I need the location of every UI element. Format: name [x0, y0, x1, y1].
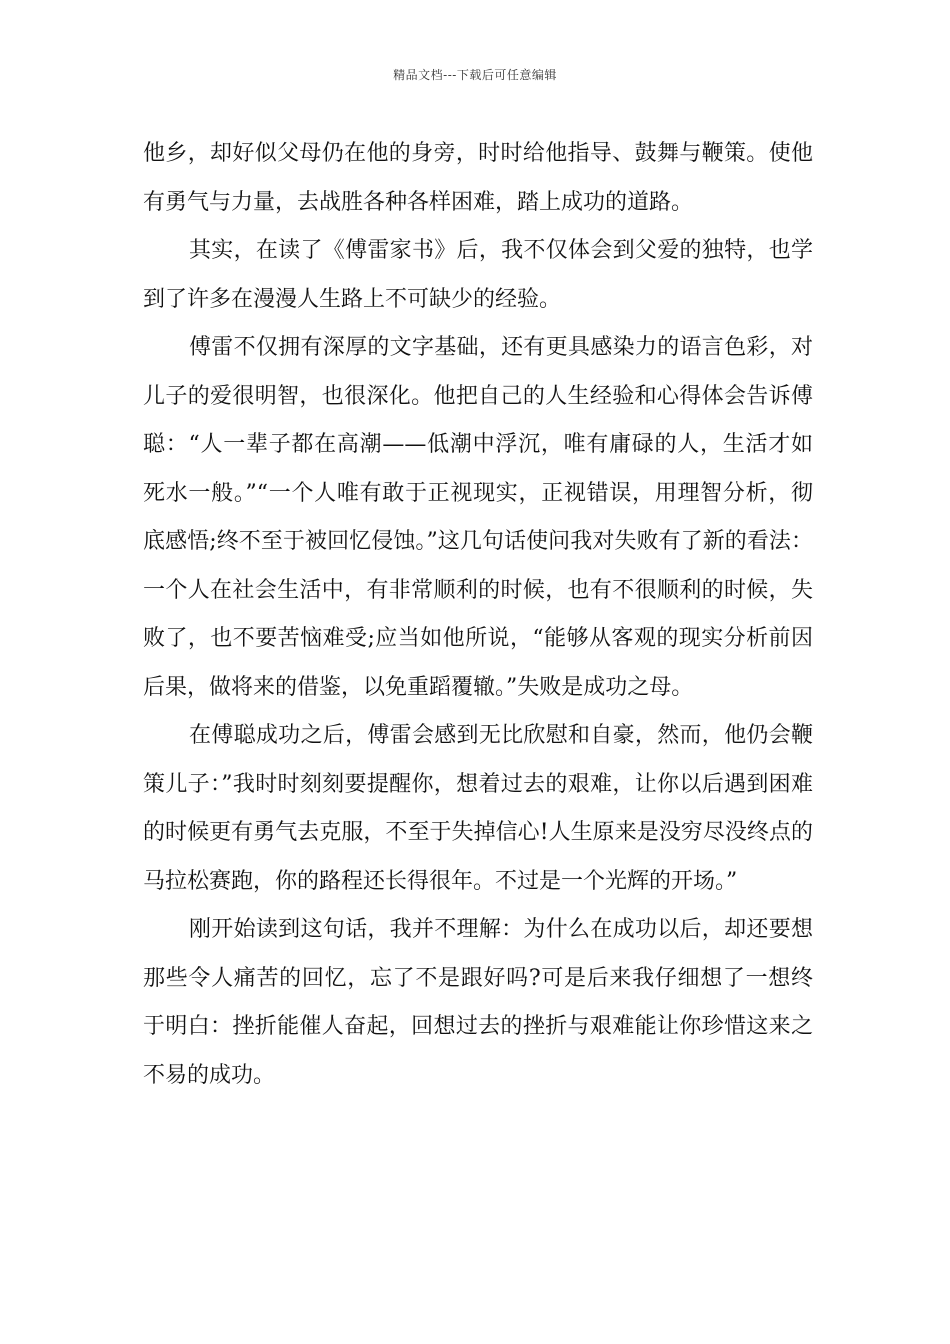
paragraph: 他乡，却好似父母仍在他的身旁，时时给他指导、鼓舞与鞭策。使他有勇气与力量，去战胜各种各样困难，踏上成功的道路。 — [143, 141, 813, 215]
paragraph: 刚开始读到这句话，我并不理解：为什么在成功以后，却还要想那些令人痛苦的回忆，忘了不是跟好吗?可是后来我仔细想了一想终于明白：挫折能催人奋起，回想过去的挫折与艰难能让你珍惜这来之不易的成功。 — [143, 917, 813, 1088]
paragraph: 其实，在读了《傅雷家书》后，我不仅体会到父爱的独特，也学到了许多在漫漫人生路上不可缺少的经验。 — [143, 238, 813, 312]
paragraph: 傅雷不仅拥有深厚的文字基础，还有更具感染力的语言色彩，对儿子的爱很明智，也很深化。他把自己的人生经验和心得体会告诉傅聪：“人一辈子都在高潮——低潮中浮沉，唯有庸碌的人，生活才如死水一般。”“一个人唯有敢于正视现实，正视错误，用理智分析，彻底感悟;终不至于被回忆侵蚀。”这几句话使问我对失败有了新的看法：一个人在社会生活中，有非常顺利的时候，也有不很顺利的时候，失败了，也不要苦恼难受;应当如他所说，“能够从客观的现实分析前因后果，做将来的借鉴，以免重蹈覆辙。”失败是成功之母。 — [143, 335, 813, 700]
document-body — [143, 130, 813, 1100]
paragraph: 在傅聪成功之后，傅雷会感到无比欣慰和自豪，然而，他仍会鞭策儿子：”我时时刻刻要提醒你，想着过去的艰难，让你以后遇到困难的时候更有勇气去克服，不至于失掉信心!人生原来是没穷尽没终点的马拉松赛跑，你的路程还长得很年。不过是一个光辉的开场。” — [143, 723, 813, 894]
page-header: 精品文档---下载后可任意编辑 — [393, 68, 557, 82]
